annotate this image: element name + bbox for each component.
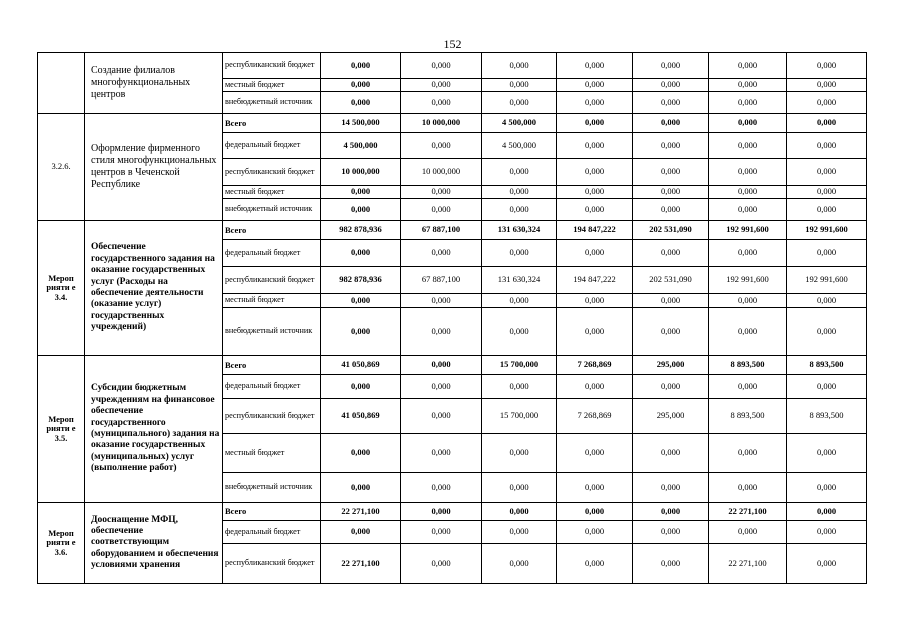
year-value: 0,000 [633, 133, 709, 159]
year-value: 0,000 [401, 53, 482, 79]
year-value: 8 893,500 [709, 399, 787, 434]
funding-source: Всего [223, 221, 321, 240]
measure-code [38, 53, 85, 114]
year-value: 0,000 [482, 159, 557, 186]
year-value: 0,000 [482, 186, 557, 199]
year-value: 0,000 [401, 473, 482, 503]
year-value: 0,000 [787, 186, 867, 199]
year-value: 0,000 [709, 434, 787, 473]
year-value: 0,000 [709, 159, 787, 186]
year-value: 0,000 [557, 240, 633, 267]
total-value: 982 878,936 [321, 221, 401, 240]
year-value: 0,000 [787, 240, 867, 267]
year-value: 0,000 [709, 186, 787, 199]
year-value: 0,000 [709, 53, 787, 79]
funding-source: Всего [223, 503, 321, 521]
year-value: 67 887,100 [401, 267, 482, 294]
year-value: 0,000 [557, 544, 633, 584]
year-value: 0,000 [787, 133, 867, 159]
total-value: 0,000 [321, 521, 401, 544]
year-value: 131 630,324 [482, 267, 557, 294]
year-value: 0,000 [787, 473, 867, 503]
year-value: 0,000 [787, 434, 867, 473]
year-value: 0,000 [633, 503, 709, 521]
funding-source: внебюджетный источник [223, 92, 321, 114]
year-value: 0,000 [709, 79, 787, 92]
year-value: 0,000 [557, 159, 633, 186]
year-value: 192 991,600 [709, 221, 787, 240]
year-value: 10 000,000 [401, 159, 482, 186]
funding-source: федеральный бюджет [223, 133, 321, 159]
total-value: 14 500,000 [321, 114, 401, 133]
year-value: 0,000 [482, 521, 557, 544]
total-value: 0,000 [321, 375, 401, 399]
year-value: 4 500,000 [482, 133, 557, 159]
funding-source: местный бюджет [223, 294, 321, 308]
year-value: 0,000 [557, 521, 633, 544]
year-value: 0,000 [401, 294, 482, 308]
year-value: 0,000 [709, 199, 787, 221]
year-value: 0,000 [401, 521, 482, 544]
table-row [38, 503, 867, 521]
funding-source: Всего [223, 114, 321, 133]
total-value: 0,000 [321, 199, 401, 221]
funding-source: внебюджетный источник [223, 308, 321, 356]
year-value: 0,000 [401, 503, 482, 521]
year-value: 0,000 [482, 199, 557, 221]
budget-table [37, 52, 867, 584]
year-value: 0,000 [709, 92, 787, 114]
year-value: 0,000 [709, 240, 787, 267]
total-value: 0,000 [321, 473, 401, 503]
year-value: 0,000 [401, 544, 482, 584]
year-value: 15 700,000 [482, 356, 557, 375]
year-value: 8 893,500 [709, 356, 787, 375]
year-value: 0,000 [482, 375, 557, 399]
year-value: 0,000 [557, 473, 633, 503]
year-value: 202 531,090 [633, 221, 709, 240]
year-value: 7 268,869 [557, 399, 633, 434]
total-value: 41 050,869 [321, 356, 401, 375]
year-value: 0,000 [787, 53, 867, 79]
measure-name: Дооснащение МФЦ, обеспечение соответствующим оборудованием и обеспечения условиями хранения [85, 503, 223, 584]
year-value: 0,000 [787, 199, 867, 221]
year-value: 0,000 [401, 308, 482, 356]
year-value: 0,000 [482, 434, 557, 473]
year-value: 0,000 [401, 356, 482, 375]
year-value: 0,000 [633, 114, 709, 133]
year-value: 0,000 [633, 308, 709, 356]
total-value: 22 271,100 [321, 544, 401, 584]
year-value: 0,000 [482, 53, 557, 79]
funding-source: местный бюджет [223, 434, 321, 473]
year-value: 0,000 [787, 503, 867, 521]
year-value: 0,000 [633, 521, 709, 544]
year-value: 0,000 [709, 375, 787, 399]
year-value: 0,000 [633, 294, 709, 308]
year-value: 0,000 [557, 434, 633, 473]
year-value: 22 271,100 [709, 544, 787, 584]
year-value: 10 000,000 [401, 114, 482, 133]
measure-name: Оформление фирменного стиля многофункциональных центров в Чеченской Республике [85, 114, 223, 221]
total-value: 0,000 [321, 79, 401, 92]
year-value: 0,000 [787, 159, 867, 186]
year-value: 0,000 [557, 294, 633, 308]
total-value: 0,000 [321, 294, 401, 308]
measure-name: Субсидии бюджетным учреждениям на финансовое обеспечение государственного (муниципального) задания на оказание государственных (муниципальных) услуг (выполнение работ) [85, 356, 223, 503]
total-value: 0,000 [321, 53, 401, 79]
total-value: 0,000 [321, 240, 401, 267]
total-value: 0,000 [321, 186, 401, 199]
funding-source: республиканский бюджет [223, 267, 321, 294]
year-value: 0,000 [633, 199, 709, 221]
year-value: 0,000 [557, 503, 633, 521]
year-value: 0,000 [401, 375, 482, 399]
year-value: 0,000 [557, 308, 633, 356]
year-value: 0,000 [709, 521, 787, 544]
year-value: 0,000 [787, 521, 867, 544]
year-value: 192 991,600 [787, 267, 867, 294]
year-value: 0,000 [633, 473, 709, 503]
table-row [38, 114, 867, 133]
year-value: 0,000 [709, 308, 787, 356]
year-value: 0,000 [787, 375, 867, 399]
year-value: 0,000 [709, 114, 787, 133]
year-value: 0,000 [557, 79, 633, 92]
total-value: 41 050,869 [321, 399, 401, 434]
measure-name: Создание филиалов многофункциональных центров [85, 53, 223, 114]
year-value: 0,000 [633, 375, 709, 399]
year-value: 0,000 [557, 375, 633, 399]
year-value: 0,000 [633, 92, 709, 114]
year-value: 0,000 [709, 294, 787, 308]
funding-source: внебюджетный источник [223, 199, 321, 221]
funding-source: республиканский бюджет [223, 399, 321, 434]
year-value: 0,000 [401, 92, 482, 114]
funding-source: федеральный бюджет [223, 375, 321, 399]
funding-source: республиканский бюджет [223, 159, 321, 186]
funding-source: федеральный бюджет [223, 521, 321, 544]
year-value: 0,000 [482, 240, 557, 267]
year-value: 0,000 [633, 159, 709, 186]
year-value: 194 847,222 [557, 221, 633, 240]
year-value: 0,000 [557, 199, 633, 221]
year-value: 131 630,324 [482, 221, 557, 240]
funding-source: местный бюджет [223, 79, 321, 92]
year-value: 15 700,000 [482, 399, 557, 434]
year-value: 0,000 [709, 473, 787, 503]
funding-source: республиканский бюджет [223, 53, 321, 79]
total-value: 10 000,000 [321, 159, 401, 186]
total-value: 0,000 [321, 434, 401, 473]
year-value: 0,000 [482, 79, 557, 92]
table-row [38, 356, 867, 375]
funding-source: республиканский бюджет [223, 544, 321, 584]
year-value: 0,000 [482, 294, 557, 308]
total-value: 4 500,000 [321, 133, 401, 159]
year-value: 0,000 [482, 473, 557, 503]
page-number: 152 [443, 37, 462, 51]
funding-source: Всего [223, 356, 321, 375]
year-value: 192 991,600 [709, 267, 787, 294]
measure-name: Обеспечение государственного задания на оказание государственных услуг (Расходы на обеспечение деятельности (оказание услуг) государственных учреждений) [85, 221, 223, 356]
year-value: 8 893,500 [787, 356, 867, 375]
funding-source: внебюджетный источник [223, 473, 321, 503]
year-value: 295,000 [633, 356, 709, 375]
measure-code: Мероп рияти е 3.4. [38, 221, 85, 356]
year-value: 0,000 [633, 544, 709, 584]
year-value: 7 268,869 [557, 356, 633, 375]
year-value: 0,000 [557, 53, 633, 79]
year-value: 0,000 [557, 186, 633, 199]
year-value: 0,000 [401, 434, 482, 473]
year-value: 0,000 [401, 399, 482, 434]
year-value: 0,000 [557, 114, 633, 133]
year-value: 0,000 [709, 133, 787, 159]
year-value: 0,000 [401, 186, 482, 199]
measure-code: 3.2.6. [38, 114, 85, 221]
total-value: 0,000 [321, 308, 401, 356]
funding-source: местный бюджет [223, 186, 321, 199]
funding-source: федеральный бюджет [223, 240, 321, 267]
year-value: 0,000 [633, 434, 709, 473]
measure-code: Мероп рияти е 3.6. [38, 503, 85, 584]
year-value: 0,000 [401, 133, 482, 159]
year-value: 0,000 [787, 308, 867, 356]
year-value: 67 887,100 [401, 221, 482, 240]
year-value: 0,000 [787, 79, 867, 92]
year-value: 295,000 [633, 399, 709, 434]
year-value: 192 991,600 [787, 221, 867, 240]
year-value: 0,000 [482, 308, 557, 356]
year-value: 0,000 [633, 240, 709, 267]
total-value: 982 878,936 [321, 267, 401, 294]
year-value: 202 531,090 [633, 267, 709, 294]
year-value: 0,000 [401, 79, 482, 92]
year-value: 0,000 [557, 92, 633, 114]
year-value: 0,000 [787, 92, 867, 114]
total-value: 22 271,100 [321, 503, 401, 521]
year-value: 0,000 [557, 133, 633, 159]
year-value: 0,000 [787, 114, 867, 133]
year-value: 8 893,500 [787, 399, 867, 434]
year-value: 0,000 [633, 53, 709, 79]
year-value: 0,000 [482, 92, 557, 114]
measure-code: Мероп рияти е 3.5. [38, 356, 85, 503]
year-value: 0,000 [633, 79, 709, 92]
table-row [38, 53, 867, 79]
year-value: 22 271,100 [709, 503, 787, 521]
year-value: 0,000 [633, 186, 709, 199]
total-value: 0,000 [321, 92, 401, 114]
year-value: 0,000 [401, 240, 482, 267]
table-row [38, 221, 867, 240]
year-value: 0,000 [482, 544, 557, 584]
year-value: 0,000 [482, 503, 557, 521]
year-value: 0,000 [787, 294, 867, 308]
year-value: 194 847,222 [557, 267, 633, 294]
year-value: 0,000 [401, 199, 482, 221]
year-value: 0,000 [787, 544, 867, 584]
year-value: 4 500,000 [482, 114, 557, 133]
